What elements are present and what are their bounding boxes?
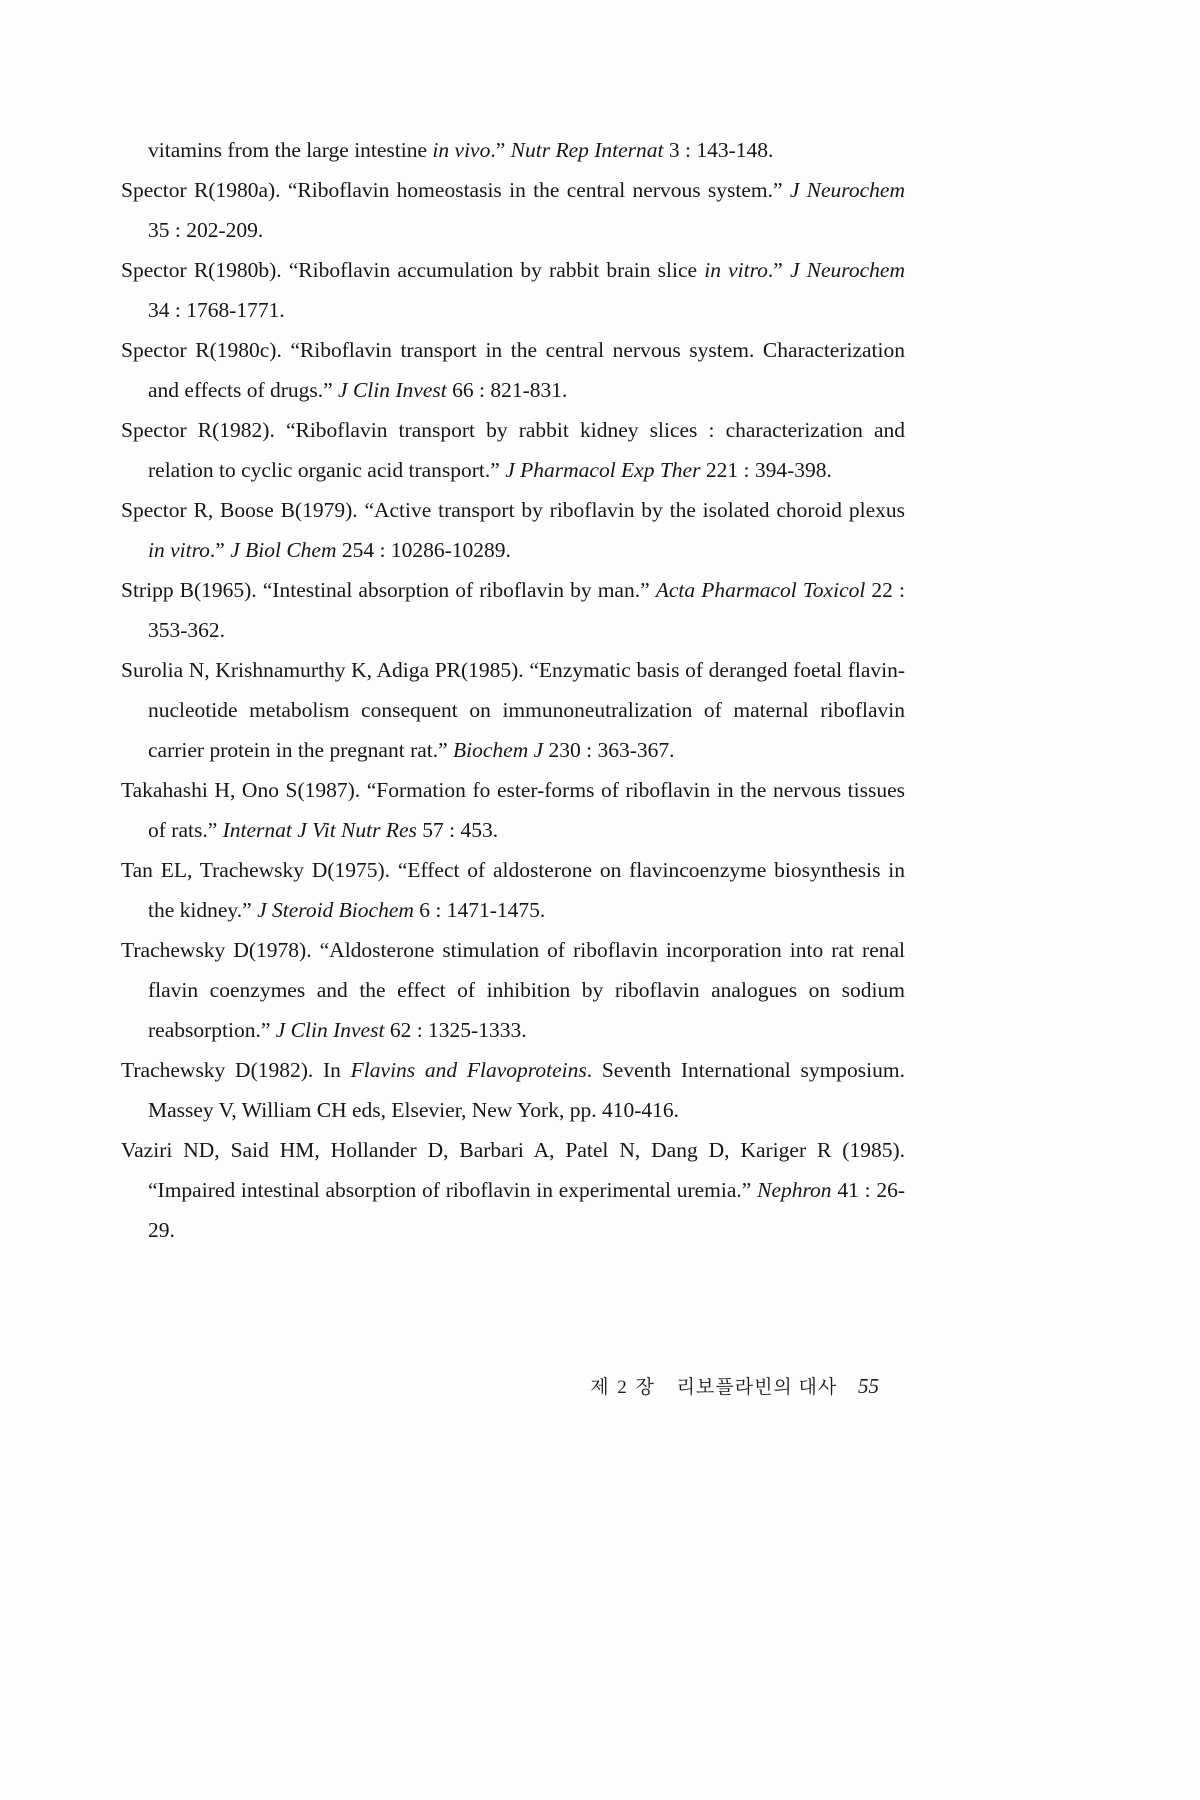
reference-list: [121, 130, 905, 1250]
reference-text: 34 : 1768-1771.: [148, 298, 285, 322]
reference-text: .”: [209, 538, 231, 562]
reference-text: Trachewsky D(1982). In: [121, 1058, 351, 1082]
reference-text: Trachewsky D(1978). “Aldosterone stimulation of riboflavin incorporation into rat renal flavin coenzymes and the effect of inhibition by riboflavin analogues on sodium reabsorption.”: [121, 938, 905, 1042]
footer-chapter-title: 리보플라빈의 대사: [676, 1377, 838, 1398]
reference-item: [121, 410, 905, 490]
reference-text: Spector R(1980a). “Riboflavin homeostasis in the central nervous system.”: [121, 178, 790, 202]
reference-text: Surolia N, Krishnamurthy K, Adiga PR(1985). “Enzymatic basis of deranged foetal flavin-nucleotide metabolism consequent on immunoneutralization of maternal riboflavin carrier protein in the pregnant rat.”: [121, 658, 905, 762]
reference-text: Spector R, Boose B(1979). “Active transport by riboflavin by the isolated choroid plexus: [121, 498, 905, 522]
reference-text: .”: [767, 258, 790, 282]
reference-item: [121, 170, 905, 250]
reference-item: [121, 850, 905, 930]
reference-text: 230 : 363-367.: [543, 738, 675, 762]
reference-item: [121, 570, 905, 650]
footer-page-number: 55: [858, 1374, 879, 1398]
reference-item: [121, 1130, 905, 1250]
reference-text: Stripp B(1965). “Intestinal absorption of riboflavin by man.”: [121, 578, 656, 602]
reference-item: [121, 930, 905, 1050]
reference-text: Vaziri ND, Said HM, Hollander D, Barbari A, Patel N, Dang D, Kariger R (1985). “Impaired intestinal absorption of riboflavin in experimental uremia.”: [121, 1138, 905, 1202]
reference-italic-text: J Pharmacol Exp Ther: [505, 458, 701, 482]
reference-text: 254 : 10286-10289.: [336, 538, 511, 562]
reference-italic-text: J Clin Invest: [338, 378, 447, 402]
reference-italic-text: Flavins and Flavoproteins: [350, 1058, 587, 1082]
reference-text: Spector R(1982). “Riboflavin transport by rabbit kidney slices : characterization and relation to cyclic organic acid transport.”: [121, 418, 905, 482]
page-footer: [121, 1372, 879, 1399]
reference-italic-text: J Clin Invest: [275, 1018, 385, 1042]
reference-italic-text: J Neurochem: [789, 178, 905, 202]
reference-italic-text: Acta Pharmacol Toxicol: [655, 578, 866, 602]
reference-item: [121, 770, 905, 850]
reference-text: .”: [490, 138, 511, 162]
reference-italic-text: Nephron: [757, 1178, 832, 1202]
footer-chapter-label: 제 2 장: [590, 1377, 656, 1398]
reference-italic-text: Internat J Vit Nutr Res: [222, 818, 417, 842]
reference-text: Spector R(1980c). “Riboflavin transport in the central nervous system. Characterization and effects of drugs.”: [121, 338, 905, 402]
reference-text: Tan EL, Trachewsky D(1975). “Effect of aldosterone on flavincoenzyme biosynthesis in the kidney.”: [121, 858, 905, 922]
reference-text: 3 : 143-148.: [663, 138, 774, 162]
reference-item: [121, 1050, 905, 1130]
reference-item: [121, 130, 905, 170]
reference-item: [121, 650, 905, 770]
reference-item: [121, 490, 905, 570]
reference-text: 62 : 1325-1333.: [384, 1018, 527, 1042]
reference-italic-text: in vivo: [432, 138, 491, 162]
reference-text: Spector R(1980b). “Riboflavin accumulation by rabbit brain slice: [121, 258, 705, 282]
reference-italic-text: J Biol Chem: [230, 538, 337, 562]
reference-text: 41 : 26-29.: [148, 1178, 905, 1242]
reference-italic-text: J Neurochem: [789, 258, 905, 282]
reference-text: 221 : 394-398.: [700, 458, 832, 482]
reference-text: vitamins from the large intestine: [148, 138, 433, 162]
reference-item: [121, 330, 905, 410]
reference-text: Takahashi H, Ono S(1987). “Formation fo ester-forms of riboflavin in the nervous tissues of rats.”: [121, 778, 905, 842]
reference-italic-text: J Steroid Biochem: [257, 898, 414, 922]
reference-italic-text: Nutr Rep Internat: [510, 138, 664, 162]
reference-text: 6 : 1471-1475.: [413, 898, 546, 922]
reference-text: . Seventh International symposium. Massey V, William CH eds, Elsevier, New York, pp. 410-416.: [148, 1058, 905, 1122]
reference-italic-text: in vitro: [148, 538, 210, 562]
reference-italic-text: in vitro: [704, 258, 768, 282]
reference-item: [121, 250, 905, 330]
reference-text: 22 : 353-362.: [148, 578, 905, 642]
reference-text: 66 : 821-831.: [446, 378, 568, 402]
reference-text: 57 : 453.: [416, 818, 499, 842]
reference-italic-text: Biochem J: [453, 738, 544, 762]
reference-text: 35 : 202-209.: [148, 218, 264, 242]
